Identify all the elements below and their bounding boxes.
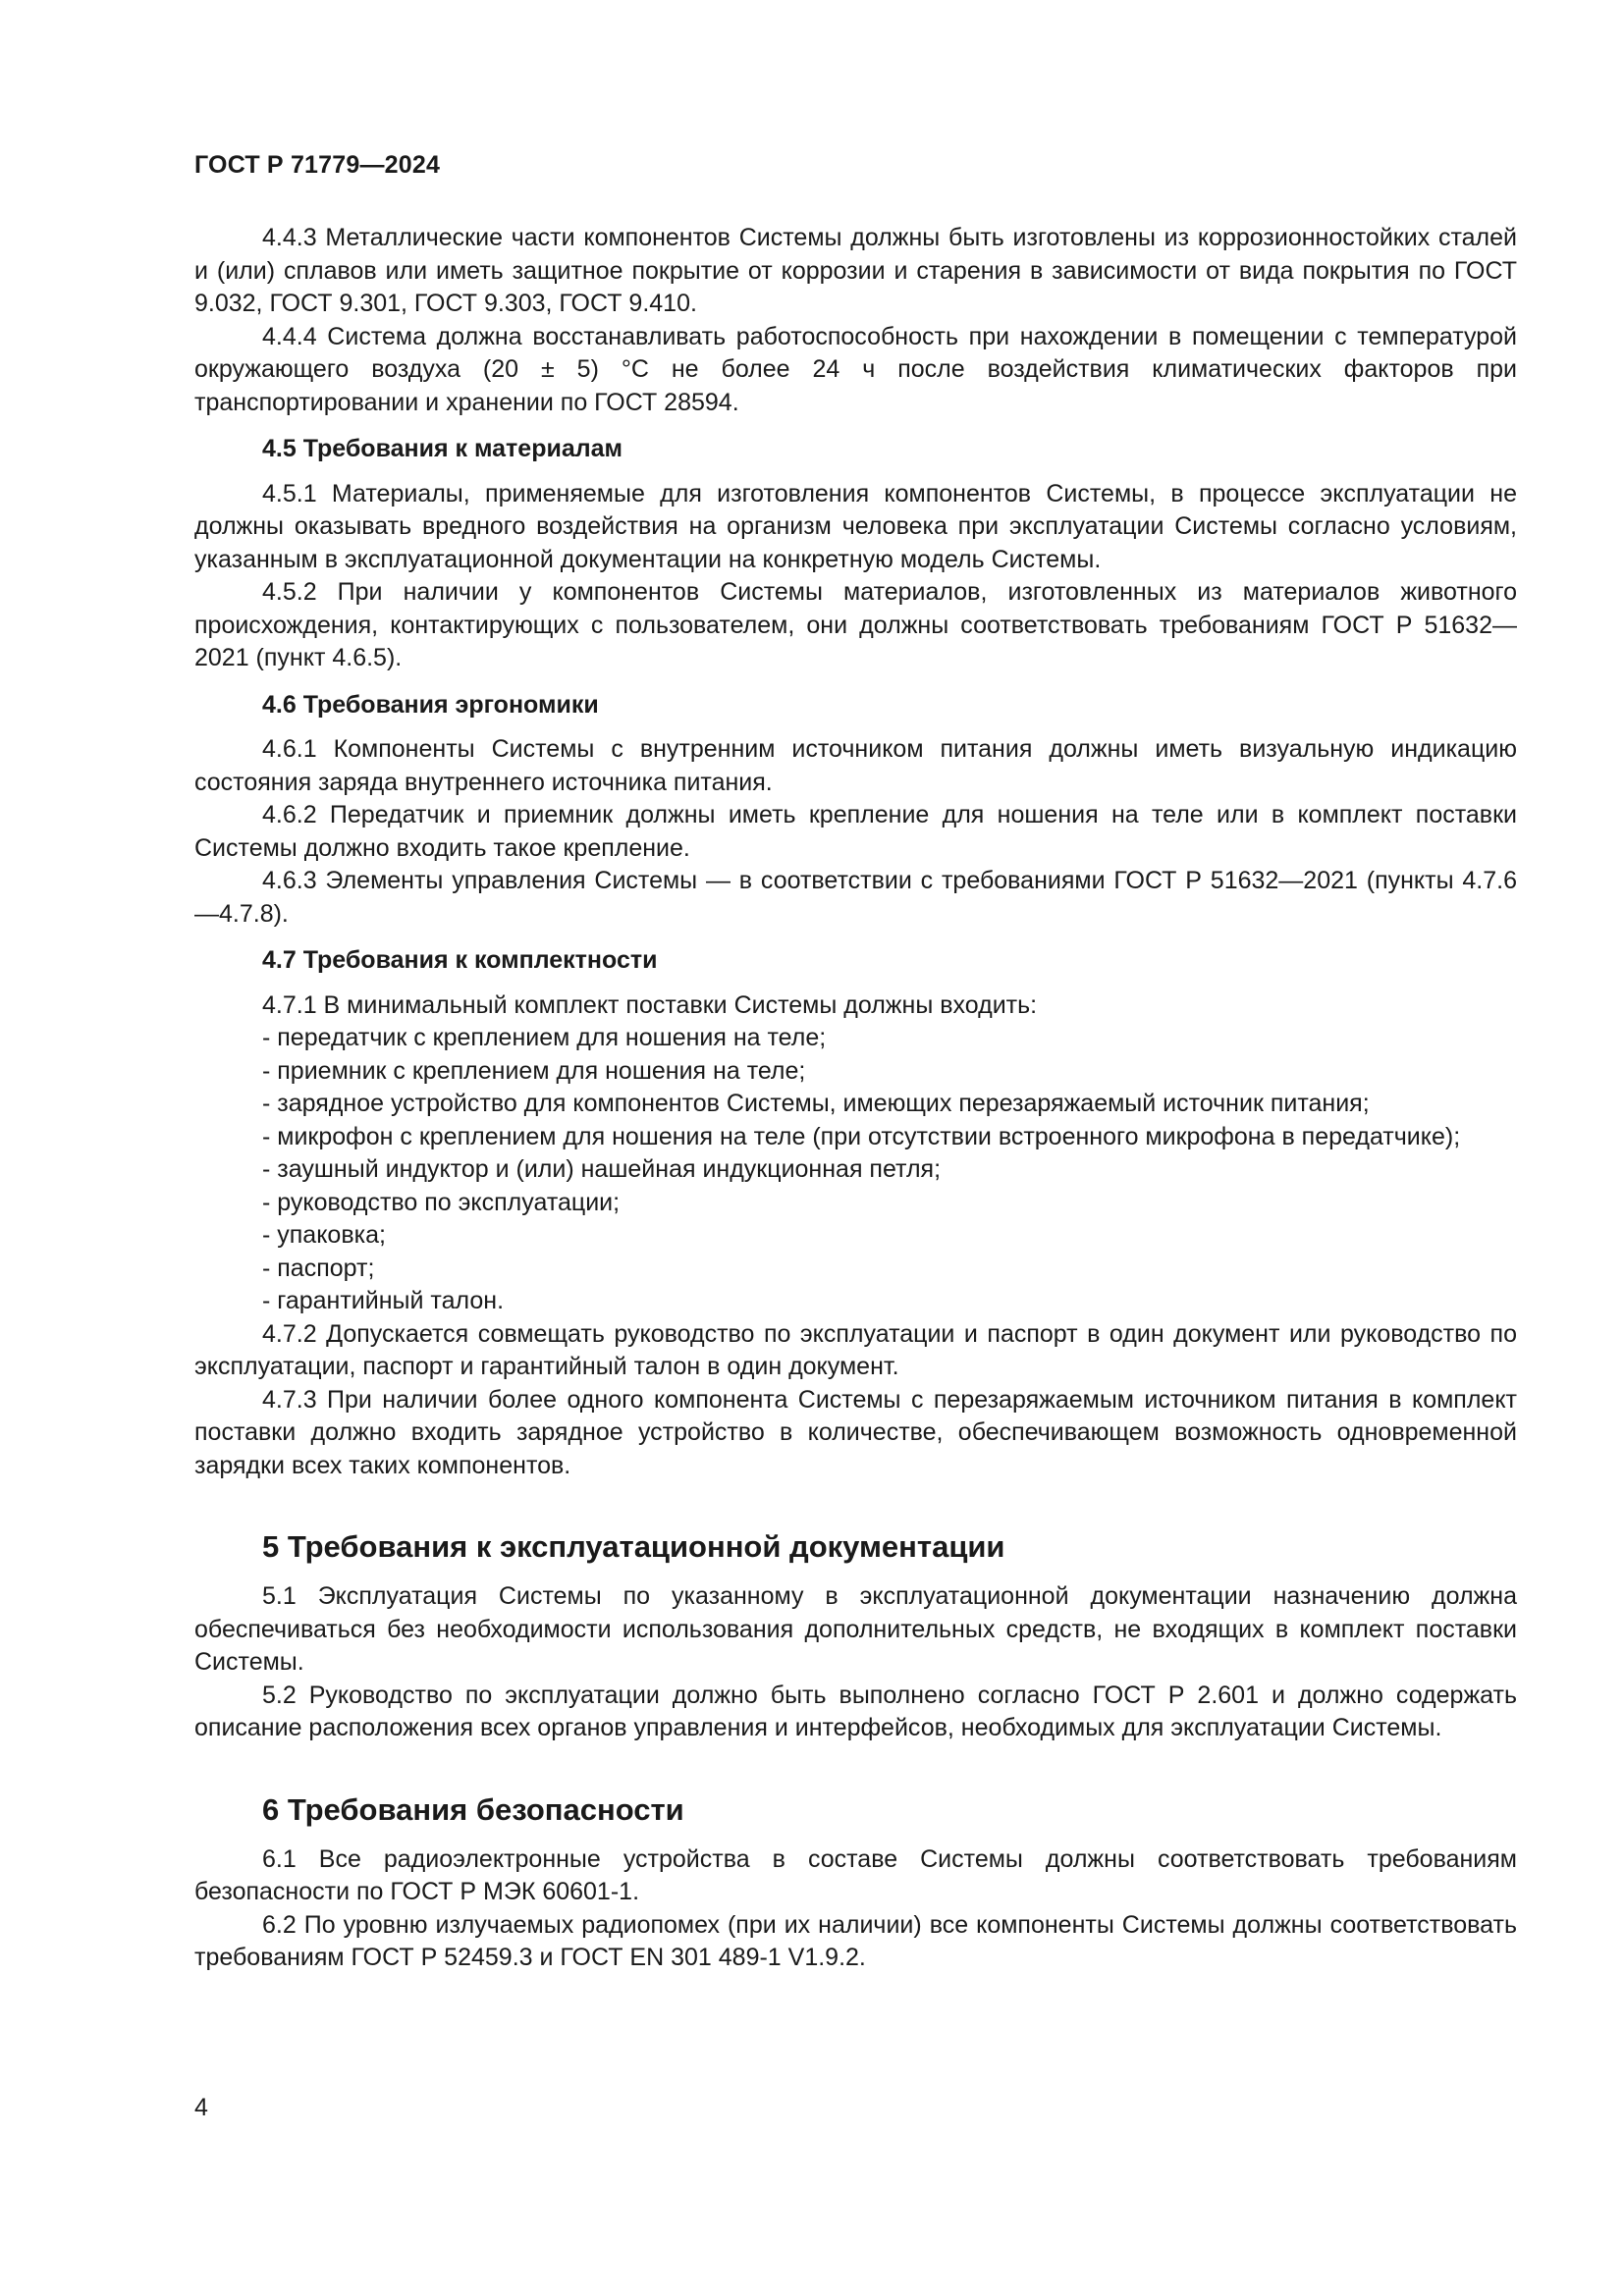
paragraph-4-4-3: 4.4.3 Металлические части компонентов Системы должны быть изготовлены из коррозионностойких сталей и (или) сплавов или иметь защитное покрытие от коррозии и старения в зависимости от вида покрытия по ГОСТ 9.032, ГОСТ 9.301, ГОСТ 9.303, ГОСТ 9.410. bbox=[194, 224, 1517, 317]
paragraph-4-6-2: 4.6.2 Передатчик и приемник должны иметь крепление для ношения на теле или в комплект поставки Системы должно входить такое крепление. bbox=[194, 801, 1517, 862]
section-heading-4-6: 4.6 Требования эргономики bbox=[262, 690, 599, 719]
list-item: - зарядное устройство для компонентов Системы, имеющих перезаряжаемый источник питания; bbox=[262, 1090, 1370, 1117]
list-item: - гарантийный талон. bbox=[262, 1287, 505, 1314]
paragraph-4-5-1: 4.5.1 Материалы, применяемые для изготовления компонентов Системы, в процессе эксплуатации не должны оказывать вредного воздействия на организм человека при эксплуатации Системы согласно условиям, указанным в эксплуатационной документации на конкретную модель Системы. bbox=[194, 479, 1517, 573]
list-item: - микрофон с креплением для ношения на теле (при отсутствии встроенного микрофона в передатчике); bbox=[262, 1122, 1461, 1150]
section-heading-4-5: 4.5 Требования к материалам bbox=[262, 435, 623, 462]
paragraph-6-2: 6.2 По уровню излучаемых радиопомех (при их наличии) все компоненты Системы должны соответствовать требованиям ГОСТ Р 52459.3 и ГОСТ EN 301 489-1 V1.9.2. bbox=[194, 1910, 1517, 1971]
list-item: - заушный индуктор и (или) нашейная индукционная петля; bbox=[262, 1155, 942, 1183]
section-heading-6: 6 Требования безопасности bbox=[262, 1791, 684, 1827]
paragraph-4-7-2: 4.7.2 Допускается совмещать руководство по эксплуатации и паспорт в один документ или руководство по эксплуатации, паспорт и гарантийный талон в один документ. bbox=[194, 1319, 1517, 1380]
list-item: - приемник с креплением для ношения на теле; bbox=[262, 1056, 806, 1085]
document-body bbox=[194, 222, 1517, 1975]
list-item: - упаковка; bbox=[262, 1221, 386, 1249]
list-item: - передатчик с креплением для ношения на теле; bbox=[262, 1024, 827, 1051]
document-code: ГОСТ Р 71779—2024 bbox=[194, 151, 441, 179]
page-number: 4 bbox=[194, 2094, 208, 2121]
list-item: - паспорт; bbox=[262, 1254, 375, 1282]
paragraph-5-1: 5.1 Эксплуатация Системы по указанному в эксплуатационной документации назначению должна обеспечиваться без необходимости использования дополнительных средств, не входящих в комплект поставки Системы. bbox=[194, 1582, 1517, 1676]
paragraph-4-7-1: 4.7.1 В минимальный комплект поставки Системы должны входить: bbox=[262, 990, 1038, 1019]
paragraph-6-1: 6.1 Все радиоэлектронные устройства в составе Системы должны соответствовать требованиям безопасности по ГОСТ Р МЭК 60601-1. bbox=[194, 1844, 1517, 1905]
paragraph-4-6-3: 4.6.3 Элементы управления Системы — в соответствии с требованиями ГОСТ Р 51632—2021 (пункты 4.7.6—4.7.8). bbox=[194, 867, 1517, 928]
section-heading-5: 5 Требования к эксплуатационной документации bbox=[262, 1529, 1005, 1564]
paragraph-4-5-2: 4.5.2 При наличии у компонентов Системы материалов, изготовленных из материалов животного происхождения, контактирующих с пользователем, они должны соответствовать требованиям ГОСТ Р 51632—2021 (пункт 4.6.5). bbox=[194, 578, 1517, 671]
paragraph-4-6-1: 4.6.1 Компоненты Системы с внутренним источником питания должны иметь визуальную индикацию состояния заряда внутреннего источника питания. bbox=[194, 735, 1517, 796]
paragraph-5-2: 5.2 Руководство по эксплуатации должно быть выполнено согласно ГОСТ Р 2.601 и должно содержать описание расположения всех органов управления и интерфейсов, необходимых для эксплуатации Системы. bbox=[194, 1681, 1517, 1741]
section-heading-4-7: 4.7 Требования к комплектности bbox=[262, 946, 658, 974]
paragraph-4-4-4: 4.4.4 Система должна восстанавливать работоспособность при нахождении в помещении с температурой окружающего воздуха (20 ± 5) °C не более 24 ч после воздействия климатических факторов при транспортировании и хранении по ГОСТ 28594. bbox=[194, 322, 1517, 416]
list-item: - руководство по эксплуатации; bbox=[262, 1188, 621, 1216]
paragraph-4-7-3: 4.7.3 При наличии более одного компонента Системы с перезаряжаемым источником питания в комплект поставки должно входить зарядное устройство в количестве, обеспечивающем возможность одновременной зарядки всех таких компонентов. bbox=[194, 1385, 1517, 1479]
